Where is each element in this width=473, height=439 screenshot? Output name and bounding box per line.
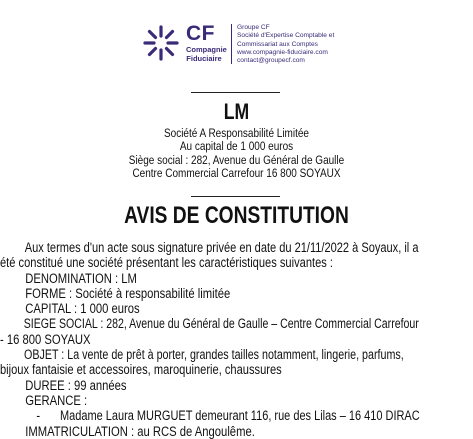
- group-info-line: Commissariat aux Comptes: [237, 40, 318, 48]
- notice-title-text: AVIS DE CONSTITUTION: [124, 202, 349, 229]
- body-line: DUREE : 99 années: [25, 377, 127, 393]
- body-line: FORME : Société à responsabilité limitée: [25, 285, 231, 301]
- body-list-line: [0, 408, 473, 423]
- company-name: LM: [223, 99, 250, 124]
- middle-rule: [191, 196, 280, 197]
- body-line: été constitué une société présentant les caractéristiques suivantes :: [0, 255, 333, 271]
- body-line: DENOMINATION : LM: [25, 270, 137, 286]
- group-info-line: contact@groupecf.com: [237, 57, 305, 65]
- group-info-line: Groupe CF: [237, 24, 270, 31]
- body-line: - 16 800 SOYAUX: [0, 331, 91, 347]
- company-detail-line: Siège social : 282, Avenue du Général de Gaulle: [128, 152, 345, 167]
- group-contact-info: [237, 24, 347, 65]
- notice-title: [0, 202, 473, 230]
- list-dash: -: [36, 408, 41, 424]
- letterhead-divider: [231, 24, 232, 64]
- company-detail-line: Au capital de 1 000 euros: [179, 139, 294, 154]
- company-detail-line: Société A Responsabilité Limitée: [163, 126, 309, 140]
- logo-subtitle-line: Fiduciaire: [186, 54, 222, 63]
- logo-wordmark: CF: [186, 22, 215, 45]
- company-detail-line: Centre Commercial Carrefour 16 800 SOYAUX: [132, 165, 341, 180]
- body-line: CAPITAL : 1 000 euros: [25, 301, 140, 317]
- group-info-line: www.compagnie-fiduciaire.com: [237, 48, 328, 56]
- logo-subtitle-line: Compagnie: [186, 45, 227, 54]
- top-rule: [191, 92, 280, 93]
- body-line: GERANCE :: [25, 392, 88, 408]
- body-line: IMMATRICULATION : au RCS de Angoulême.: [25, 423, 255, 439]
- manager-line: Madame Laura MURGUET demeurant 116, rue des Lilas – 16 410 DIRAC: [60, 408, 420, 424]
- starburst-logo-icon: [142, 24, 180, 62]
- body-line: Aux termes d'un acte sous signature privée en date du 21/11/2022 à Soyaux, il a: [24, 240, 419, 255]
- company-details: [0, 127, 473, 180]
- logo-subtitle: [186, 45, 227, 63]
- body-line: SIEGE SOCIAL : 282, Avenue du Général de Gaulle – Centre Commercial Carrefour: [23, 316, 419, 332]
- group-info-line: Société d'Expertise Comptable et: [237, 32, 335, 40]
- body-line: bijoux fantaisie et accessoires, maroquinerie, chaussures: [0, 362, 282, 378]
- body-line: OBJET : La vente de prêt à porter, grandes tailles notamment, lingerie, parfums,: [24, 347, 404, 363]
- notice-body: [0, 240, 473, 439]
- letterhead: [139, 20, 339, 70]
